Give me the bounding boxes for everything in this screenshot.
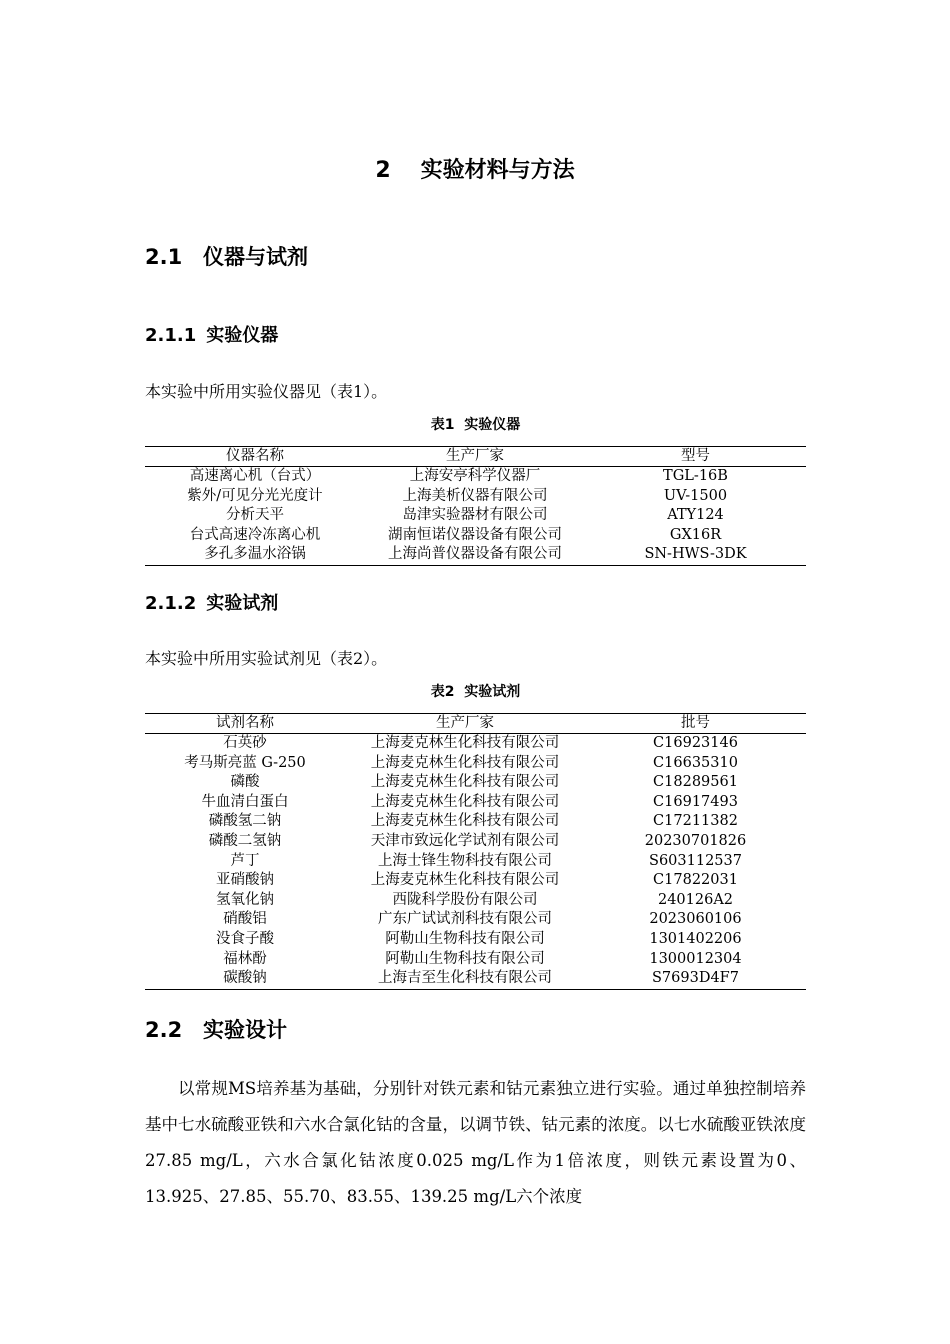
section-title: 实验设计 <box>203 1018 287 1042</box>
table-cell: 硝酸铝 <box>223 911 267 928</box>
table-row <box>145 526 806 546</box>
table2-caption-number: 表2 <box>430 684 455 700</box>
subsection-title: 实验试剂 <box>206 593 279 614</box>
table-cell: TGL-16B <box>663 468 728 484</box>
table1-caption-number: 表1 <box>430 417 455 433</box>
table-cell: 岛津实验器材有限公司 <box>402 507 548 524</box>
table-header-cell: 生产厂家 <box>365 447 585 467</box>
table-cell: 2023060106 <box>649 911 742 928</box>
table-cell: 上海麦克林生化科技有限公司 <box>370 774 560 791</box>
table-row <box>145 950 806 970</box>
table1-caption-title: 实验仪器 <box>464 417 521 433</box>
table-row <box>145 910 806 930</box>
table-header-cell: 生产厂家 <box>345 714 585 734</box>
paragraph: 以常规MS培养基为基础，分别针对铁元素和钴元素独立进行实验。通过单独控制培养基中七水硫酸亚铁和六水合氯化钴的含量，以调节铁、钴元素的浓度。以七水硫酸亚铁浓度27.85 mg/L，六水合氯化钴浓度0.025 mg/L作为1倍浓度，则铁元素设置为0、13.925、27.85、55.70、83.55、139.25 mg/L六个浓度 <box>145 1079 806 1206</box>
table-cell: 磷酸 <box>230 774 260 791</box>
table2-caption-title: 实验试剂 <box>464 684 521 700</box>
table-cell: 牛血清白蛋白 <box>201 793 289 810</box>
table-cell: C16923146 <box>653 735 738 751</box>
table-cell: 分析天平 <box>226 507 284 524</box>
subsection-number: 2.1.2 <box>145 593 197 614</box>
section-number: 2.1 <box>145 245 183 269</box>
table-cell: 上海士锋生物科技有限公司 <box>378 852 552 869</box>
subsection-number: 2.1.1 <box>145 325 197 346</box>
table-cell: 20230701826 <box>644 832 747 849</box>
table-cell: 没食子酸 <box>216 930 274 947</box>
table-row <box>145 545 806 565</box>
table-row <box>145 487 806 507</box>
table-cell: 福林酚 <box>223 950 267 967</box>
table-cell: 高速离心机（台式） <box>189 468 321 484</box>
table-cell: 上海麦克林生化科技有限公司 <box>370 735 560 751</box>
table-cell: 上海安亭科学仪器厂 <box>409 468 541 484</box>
table-row <box>145 506 806 526</box>
subsection-title: 实验仪器 <box>206 325 279 346</box>
table-cell: 1300012304 <box>649 950 742 967</box>
table-cell: 石英砂 <box>223 735 267 751</box>
chapter-title: 实验材料与方法 <box>420 158 575 183</box>
table-cell: S603112537 <box>649 852 742 869</box>
table-cell: 上海麦克林生化科技有限公司 <box>370 754 560 771</box>
chapter-number: 2 <box>375 158 391 183</box>
table-row <box>145 969 806 989</box>
instrument-table <box>145 446 806 566</box>
section-heading-2-1 <box>145 241 308 271</box>
instrument-intro-text: 本实验中所用实验仪器见（表1）。 <box>145 382 388 401</box>
table-cell: 上海麦克林生化科技有限公司 <box>370 793 560 810</box>
table-cell: 亚硝酸钠 <box>216 872 274 889</box>
table-cell: 台式高速冷冻离心机 <box>189 526 321 543</box>
table-header-cell: 型号 <box>585 447 806 467</box>
table-row <box>145 891 806 911</box>
table-cell: 紫外/可见分光光度计 <box>187 487 323 504</box>
table-header-cell: 试剂名称 <box>145 714 345 734</box>
table-header-row <box>145 714 806 734</box>
section-title: 仪器与试剂 <box>203 245 308 269</box>
table-row <box>145 734 806 754</box>
table-row <box>145 812 806 832</box>
table-cell: ATY124 <box>667 507 724 524</box>
table-row <box>145 832 806 852</box>
table-cell: 考马斯亮蓝 G-250 <box>184 754 306 771</box>
table1-caption <box>145 414 806 434</box>
table-cell: C16635310 <box>653 754 738 771</box>
table-cell: 天津市致远化学试剂有限公司 <box>370 832 560 849</box>
reagent-table <box>145 713 806 990</box>
table-cell: 湖南恒诺仪器设备有限公司 <box>388 526 562 543</box>
chapter-heading <box>0 153 950 184</box>
experimental-design-body <box>145 1071 806 1215</box>
table-cell: SN-HWS-3DK <box>585 545 806 565</box>
table-cell: C17822031 <box>653 872 738 889</box>
table-cell: 西陇科学股份有限公司 <box>392 891 538 908</box>
section-heading-2-2 <box>145 1014 287 1044</box>
table-cell: 磷酸氢二钠 <box>208 813 282 830</box>
table-cell: 广东广试试剂科技有限公司 <box>378 911 552 928</box>
table-cell: 多孔多温水浴锅 <box>145 545 365 565</box>
reagent-intro-text: 本实验中所用实验试剂见（表2）。 <box>145 649 388 668</box>
table-cell: 240126A2 <box>657 891 734 908</box>
table-cell: 1301402206 <box>649 930 742 947</box>
table-cell: 碳酸钠 <box>145 969 345 989</box>
table-header-cell: 仪器名称 <box>145 447 365 467</box>
table-cell: C17211382 <box>653 813 738 830</box>
table-cell: C16917493 <box>653 793 738 810</box>
table2-caption <box>145 681 806 701</box>
table-row <box>145 793 806 813</box>
table-cell: 上海吉至生化科技有限公司 <box>345 969 585 989</box>
section-number: 2.2 <box>145 1018 183 1042</box>
table-cell: 芦丁 <box>230 852 260 869</box>
table-cell: GX16R <box>669 526 722 543</box>
table-header-cell: 批号 <box>585 714 806 734</box>
table-row <box>145 467 806 487</box>
table-row <box>145 930 806 950</box>
table-cell: 氢氧化钠 <box>216 891 274 908</box>
table-row <box>145 852 806 872</box>
table-cell: C18289561 <box>653 774 738 791</box>
table-cell: 上海麦克林生化科技有限公司 <box>370 872 560 889</box>
subsection-heading-2-1-1 <box>145 321 278 347</box>
table-cell: 上海麦克林生化科技有限公司 <box>370 813 560 830</box>
table-cell: 磷酸二氢钠 <box>208 832 282 849</box>
table-row <box>145 871 806 891</box>
table-cell: 上海尚普仪器设备有限公司 <box>365 545 585 565</box>
table-cell: 上海美析仪器有限公司 <box>402 487 548 504</box>
table-row <box>145 754 806 774</box>
table-row <box>145 773 806 793</box>
table-cell: S7693D4F7 <box>585 969 806 989</box>
table-cell: UV-1500 <box>663 487 728 504</box>
table-cell: 阿勒山生物科技有限公司 <box>385 950 545 967</box>
subsection-heading-2-1-2 <box>145 589 278 615</box>
table-header-row <box>145 447 806 467</box>
table-cell: 阿勒山生物科技有限公司 <box>385 930 545 947</box>
